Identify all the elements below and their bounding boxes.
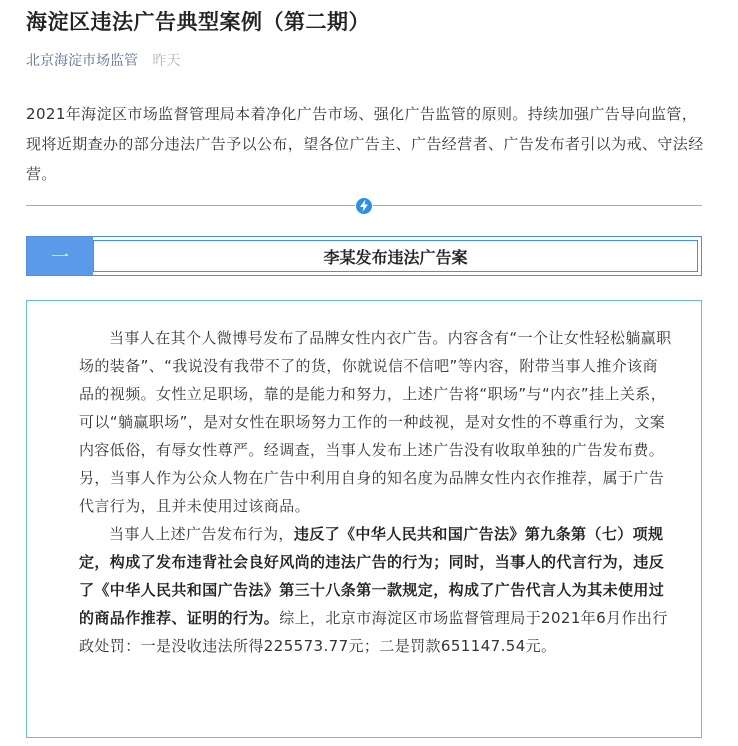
publish-time: 昨天 xyxy=(152,53,181,69)
case-paragraph-1: 当事人在其个人微博号发布了品牌女性内衣广告。内容含有“一个让女性轻松躺赢职场的装备”、“我说没有我带不了的货，你就说信不信吧”等内容，附带当事人推介该商品的视频。女性立足职场，靠的是能力和努力，上述广告将“职场”与“内衣”挂上关系，可以“躺赢职场”，是对女性在职场努力工作的一种歧视，是对女性的不尊重行为，文案内容低俗，有辱女性尊严。经调查，当事人发布上述广告没有收取单独的广告发布费。另，当事人作为公众人物在广告中利用自身的知名度为品牌女性内衣作推荐，属于广告代言行为，且并未使用过该商品。 xyxy=(79,329,672,515)
section-number: 一 xyxy=(27,237,93,275)
divider-badge xyxy=(355,197,373,215)
article-title: 海淀区违法广告典型案例（第二期） xyxy=(26,10,370,34)
account-name-link[interactable]: 北京海淀市场监管 xyxy=(26,53,138,69)
article-meta xyxy=(26,50,180,70)
case-text xyxy=(79,324,673,660)
case-paragraph-2-penalty: 综上，北京市海淀区市场监督管理局于2021年6月作出行政处罚：一是没收违法所得225573.77元；二是罚款651147.54元。 xyxy=(79,609,668,655)
case-paragraph-2-lead: 当事人上述广告发布行为， xyxy=(109,525,294,543)
section-header xyxy=(26,236,702,276)
lightning-icon xyxy=(356,198,372,214)
case-paragraph-2-violation: 违反了《中华人民共和国广告法》第九条第（七）项规定，构成了发布违背社会良好风尚的违法广告的行为；同时，当事人的代言行为，违反了《中华人民共和国广告法》第三十八条第一款规定，构成了广告代言人为其未使用过的商品作推荐、证明的行为。 xyxy=(79,525,665,627)
intro-paragraph: 2021年海淀区市场监督管理局本着净化广告市场、强化广告监管的原则。持续加强广告导向监管，现将近期查办的部分违法广告予以公布，望各位广告主、广告经营者、广告发布者引以为戒、守法经营。 xyxy=(26,105,704,183)
case-paragraph-2 xyxy=(79,520,673,660)
section-title: 李某发布违法广告案 xyxy=(93,240,698,272)
case-content-box xyxy=(26,300,702,738)
